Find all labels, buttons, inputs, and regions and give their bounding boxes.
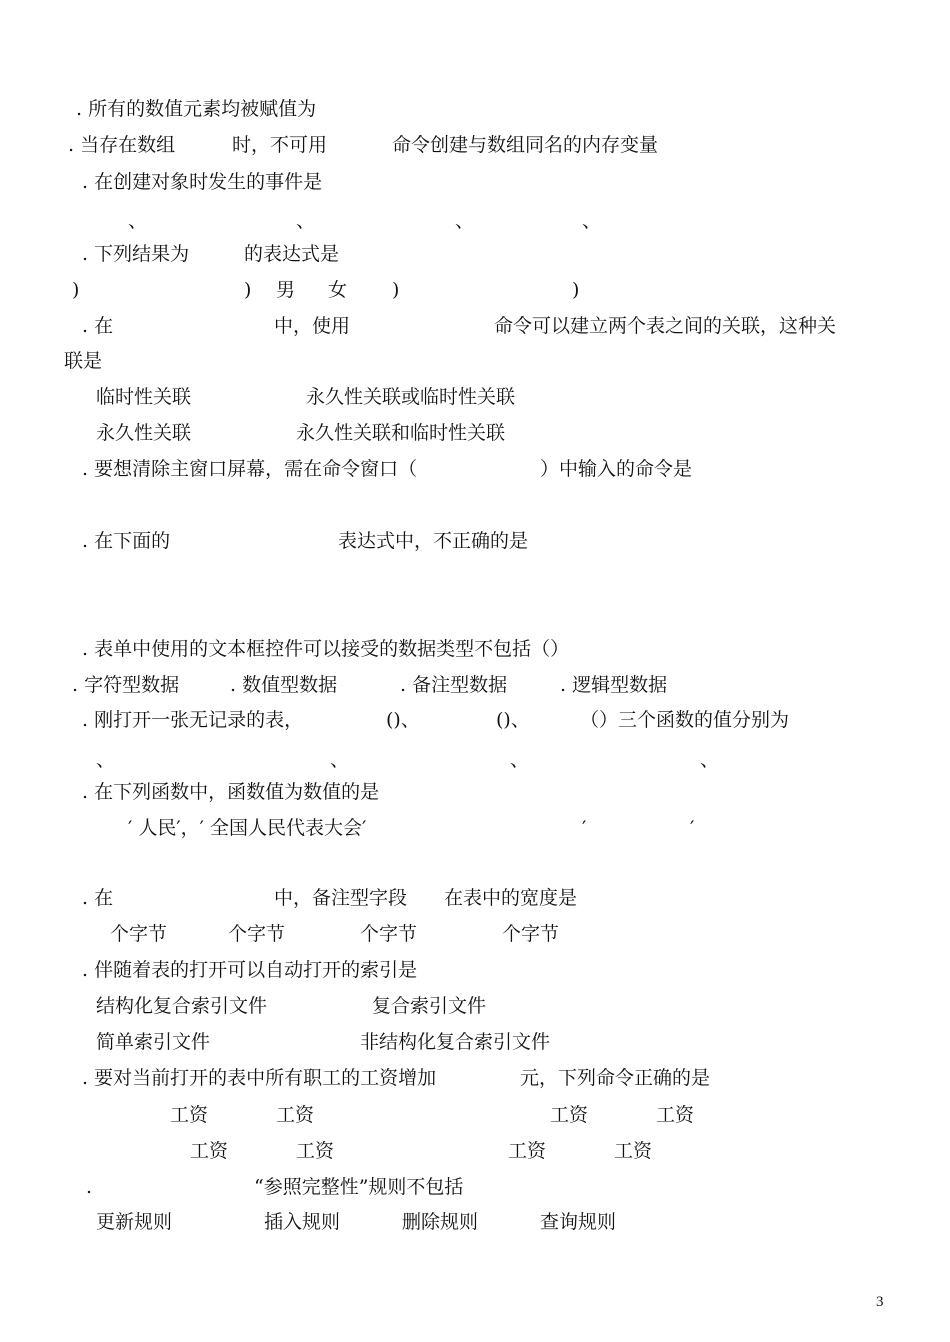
text-line: 时，不可用 (232, 134, 328, 156)
text-line: ) (72, 279, 80, 301)
text-line: 男 (276, 279, 296, 301)
text-line: . 当存在数组 (68, 134, 176, 156)
text-line: . 要想清除主窗口屏幕，需在命令窗口（ (82, 458, 418, 480)
text-line: 、 (700, 749, 720, 771)
text-line: . 备注型数据 (400, 674, 508, 696)
text-line: 永久性关联或临时性关联 (306, 386, 516, 408)
text-line: 、 (128, 210, 148, 232)
text-line: 中，备注型字段 (274, 887, 408, 909)
text-line: 插入规则 (264, 1211, 341, 1233)
text-line: 的表达式是 (244, 243, 340, 265)
text-line: 、 (510, 749, 530, 771)
text-line: 删除规则 (402, 1211, 479, 1233)
text-line: 命令创建与数组同名的内存变量 (392, 134, 659, 156)
text-line: 元，下列命令正确的是 (520, 1067, 711, 1089)
text-line: 在表中的宽度是 (444, 887, 578, 909)
text-line: 、 (296, 210, 316, 232)
text-line: 、 (96, 749, 116, 771)
text-line: . 数值型数据 (230, 674, 338, 696)
text-line: 工资 (614, 1140, 653, 1162)
text-line: 个字节 (360, 923, 418, 945)
text-line: 工资 (190, 1140, 229, 1162)
text-line: . 在下面的 (82, 530, 171, 552)
text-line: 工资 (550, 1104, 589, 1126)
text-line: ) (244, 279, 252, 301)
text-line: ) (572, 279, 580, 301)
text-line: 查询规则 (540, 1211, 617, 1233)
text-line: 个字节 (228, 923, 286, 945)
text-line: . 要对当前打开的表中所有职工的工资增加 (82, 1067, 437, 1089)
text-line: 、 (455, 210, 475, 232)
text-line: 联是 (64, 350, 103, 372)
text-line: 个字节 (110, 923, 168, 945)
text-line: ()、 (496, 709, 530, 731)
text-line: 工资 (656, 1104, 695, 1126)
text-line: 永久性关联和临时性关联 (296, 422, 506, 444)
text-line: 临时性关联 (96, 386, 192, 408)
text-line: . 在 (82, 315, 114, 337)
page-number: 3 (876, 1294, 884, 1310)
text-line: . 所有的数值元素均被赋值为 (76, 98, 317, 120)
text-line: ()、 (386, 709, 420, 731)
text-line: ) (392, 279, 400, 301)
text-line: 工资 (296, 1140, 335, 1162)
text-line: ′ (690, 817, 695, 839)
text-line: 永久性关联 (96, 422, 192, 444)
text-line: 工资 (170, 1104, 209, 1126)
text-line: 工资 (276, 1104, 315, 1126)
text-line: 个字节 (502, 923, 560, 945)
text-line: 更新规则 (96, 1211, 173, 1233)
text-line: ）中输入的命令是 (540, 458, 693, 480)
text-line: . 伴随着表的打开可以自动打开的索引是 (82, 959, 418, 981)
text-line: . 字符型数据 (72, 674, 180, 696)
text-line: 中，使用 (274, 315, 351, 337)
text-line: 结构化复合索引文件 (96, 995, 268, 1017)
text-line: 表达式中，不正确的是 (338, 530, 529, 552)
text-line: 、 (582, 210, 602, 232)
text-line: 工资 (508, 1140, 547, 1162)
text-line: 、 (330, 749, 350, 771)
text-line: . 刚打开一张无记录的表， (82, 709, 304, 731)
text-line: ′ (582, 817, 587, 839)
text-line: . 表单中使用的文本框控件可以接受的数据类型不包括（） (82, 638, 570, 660)
text-line: 复合索引文件 (372, 995, 487, 1017)
text-line: . 在下列函数中，函数值为数值的是 (82, 781, 380, 803)
text-line: . 在创建对象时发生的事件是 (82, 171, 323, 193)
text-line: ′ 人民′，′ 全国人民代表大会′ (128, 817, 367, 839)
text-line: 女 (328, 279, 348, 301)
text-line: . (86, 1176, 93, 1198)
text-line: . 逻辑型数据 (560, 674, 668, 696)
text-line: （）三个函数的值分别为 (580, 709, 790, 731)
text-line: 简单索引文件 (96, 1031, 211, 1053)
text-line: 命令可以建立两个表之间的关联，这种关 (494, 315, 837, 337)
text-line: . 下列结果为 (82, 243, 190, 265)
text-line: “参照完整性”规则不包括 (254, 1176, 464, 1198)
text-line: . 在 (82, 887, 114, 909)
text-line: 非结构化复合索引文件 (360, 1031, 551, 1053)
